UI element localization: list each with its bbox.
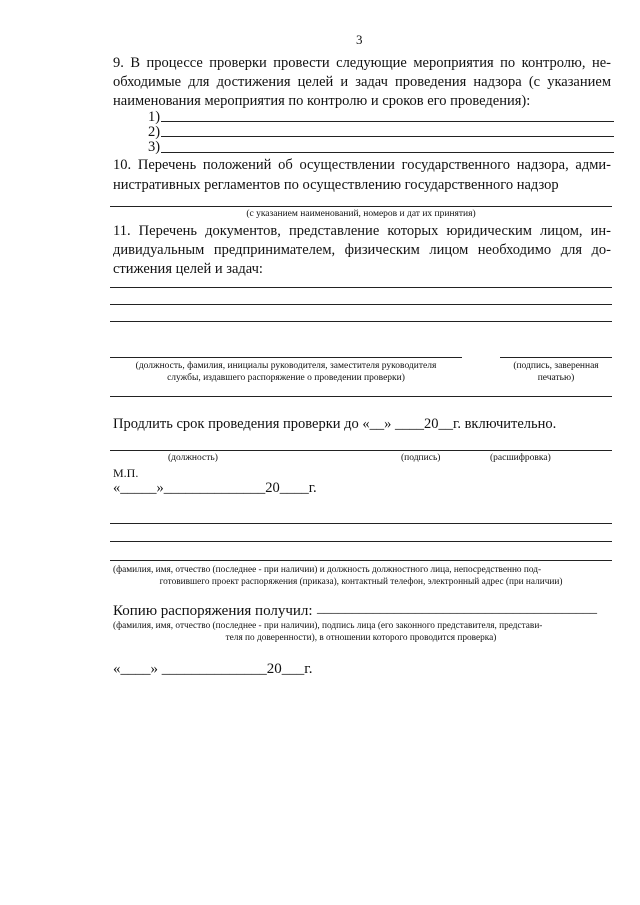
extend-month-blank[interactable]: ____ bbox=[395, 416, 425, 432]
s9-item-1-line[interactable] bbox=[161, 121, 614, 122]
extend-day-blank[interactable]: __ bbox=[369, 416, 385, 432]
preparer-line-3[interactable] bbox=[110, 560, 612, 561]
copy-caption-2: теля по доверенности), в отношении которого проводится проверка) bbox=[225, 633, 497, 643]
s11-fill-line-1[interactable] bbox=[110, 287, 612, 288]
s9-item-3-line[interactable] bbox=[161, 152, 614, 153]
head-position-caption-2: службы, издавшего распоряжение о проведении проверки) bbox=[167, 373, 405, 383]
final-g: г. bbox=[304, 661, 313, 677]
stamp-year: 20 bbox=[265, 480, 280, 496]
stamp-date-close: » bbox=[156, 480, 164, 496]
s10-fill-line[interactable] bbox=[110, 206, 612, 207]
s11-line3: стижения целей и задач: bbox=[113, 261, 263, 277]
preparer-caption-2: готовившего проект распоряжения (приказа), контактный телефон, электронный адрес (при наличии) bbox=[159, 577, 563, 587]
approver-decoding-caption: (расшифровка) bbox=[490, 453, 551, 463]
head-position-line[interactable] bbox=[110, 357, 462, 358]
stamp-g: г. bbox=[308, 480, 317, 496]
head-signature-caption-2: печатью) bbox=[537, 373, 575, 383]
s9-item-3: 3) bbox=[148, 139, 161, 155]
approver-position-caption: (должность) bbox=[168, 453, 218, 463]
stamp-day-blank[interactable]: _____ bbox=[120, 480, 157, 496]
final-day-blank[interactable]: ____ bbox=[120, 661, 151, 677]
final-year-blank[interactable]: ___ bbox=[281, 661, 305, 677]
extend-year: 20 bbox=[424, 416, 439, 432]
extend-suffix: г. включительно. bbox=[453, 416, 557, 432]
extend-sentence bbox=[113, 414, 556, 434]
final-month-blank[interactable]: ______________ bbox=[161, 661, 267, 677]
s11-line2: дивидуальным предпринимателем, физическим лицом необходимо для до- bbox=[113, 242, 611, 258]
copy-caption-1: (фамилия, имя, отчество (последнее - при наличии), подпись лица (его законного представителя, представи- bbox=[113, 621, 543, 631]
final-date-open: « bbox=[113, 661, 121, 677]
s9-item-2-line[interactable] bbox=[161, 136, 614, 137]
preparer-line-2[interactable] bbox=[110, 541, 612, 542]
s11-fill-line-2[interactable] bbox=[110, 304, 612, 305]
stamp-date bbox=[113, 478, 317, 498]
s10-caption: (с указанием наименований, номеров и дат их принятия) bbox=[246, 209, 476, 219]
approver-signature-caption: (подпись) bbox=[401, 453, 441, 463]
copy-label: Копию распоряжения получил: bbox=[113, 603, 313, 619]
s11-line1: 11. Перечень документов, представление которых юридическим лицом, ин- bbox=[113, 223, 611, 239]
stamp-year-blank[interactable]: ____ bbox=[279, 480, 309, 496]
final-year: 20 bbox=[266, 661, 282, 677]
s11-fill-line-3[interactable] bbox=[110, 321, 612, 322]
preparer-caption-1: (фамилия, имя, отчество (последнее - при наличии) и должность должностного лица, непосредственно под- bbox=[113, 565, 542, 575]
extend-prefix: Продлить срок проведения проверки до « bbox=[113, 416, 370, 432]
stamp-date-open: « bbox=[113, 480, 121, 496]
s9-line2: обходимые для достижения целей и задач проведения надзора (с указанием bbox=[113, 74, 611, 90]
final-date-close: » bbox=[150, 661, 158, 677]
extend-quote-close: » bbox=[384, 416, 392, 432]
s10-line2: нистративных регламентов по осуществлению государственного надзор bbox=[113, 177, 559, 193]
s10-line1: 10. Перечень положений об осуществлении государственного надзора, адми- bbox=[113, 157, 611, 173]
stamp-month-blank[interactable]: ______________ bbox=[163, 480, 266, 496]
final-date bbox=[113, 659, 312, 679]
head-signature-line[interactable] bbox=[500, 357, 612, 358]
head-signature-caption-1: (подпись, заверенная bbox=[513, 361, 599, 371]
copy-blank[interactable]: ________________________________________ bbox=[317, 601, 597, 616]
preparer-line-1[interactable] bbox=[110, 523, 612, 524]
extend-year-blank[interactable]: __ bbox=[438, 416, 454, 432]
page-number: 3 bbox=[356, 32, 363, 47]
s9-item-1: 1) bbox=[148, 109, 161, 125]
stamp-mp: М.П. bbox=[113, 466, 139, 480]
s9-line3: наименования мероприятия по контролю и сроков его проведения): bbox=[113, 93, 531, 109]
separator-line bbox=[110, 396, 612, 397]
s9-item-2: 2) bbox=[148, 124, 161, 140]
head-position-caption-1: (должность, фамилия, инициалы руководителя, заместителя руководителя bbox=[135, 361, 437, 371]
approver-line[interactable] bbox=[110, 450, 612, 451]
s9-line1: 9. В процессе проверки провести следующие мероприятия по контролю, не- bbox=[113, 55, 611, 71]
